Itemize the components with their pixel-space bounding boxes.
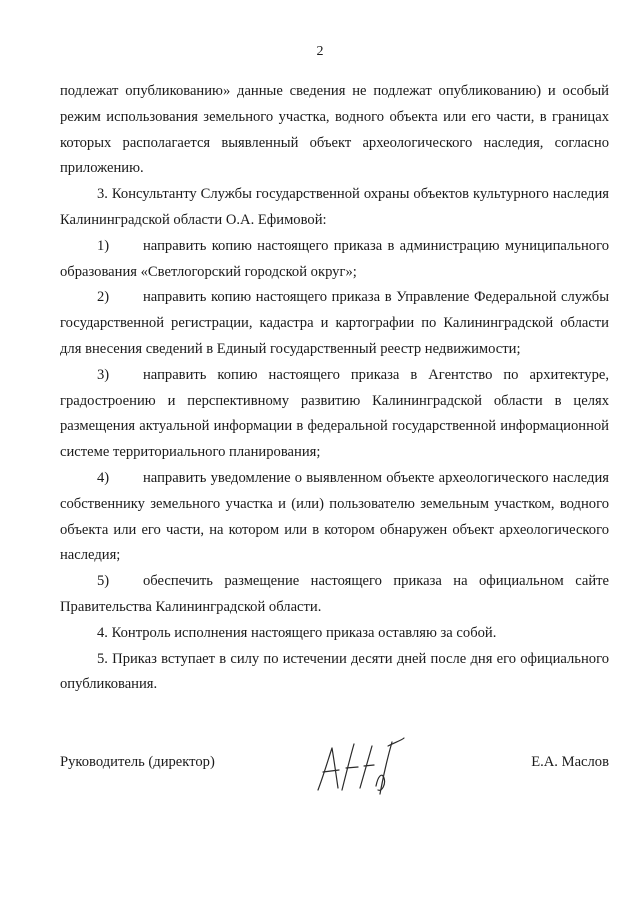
signature-block <box>60 748 609 782</box>
list-item-number: 1) <box>97 237 110 254</box>
paragraph-4: 4. Контроль исполнения настоящего приказа оставляю за собой. <box>97 624 497 641</box>
list-item-2 <box>60 285 609 362</box>
list-item-text: обеспечить размещение настоящего приказа на официальном сайте Правительства Калининградской области. <box>60 573 609 615</box>
list-item-text: направить уведомление о выявленном объекте археологического наследия собственнику земельного участка и (или) пользователю земельным участком, водного объекта или его части, на котором или в котором обнаружен объект археологического наследия; <box>60 469 609 564</box>
handwritten-signature <box>312 734 408 798</box>
paragraph-3: 3. Консультанту Службы государственной охраны объектов культурного наследия Калининградской области О.А. Ефимовой: <box>60 186 609 228</box>
list-item-5 <box>60 569 609 621</box>
list-item-number: 2) <box>97 289 110 306</box>
list-item-3 <box>60 363 609 466</box>
paragraph-5: 5. Приказ вступает в силу по истечении десяти дней после дня его официального опубликования. <box>60 650 609 693</box>
signatory-name: Е.А. Маслов <box>531 754 609 770</box>
list-item-1 <box>60 234 609 286</box>
document-body <box>60 79 609 698</box>
signatory-title: Руководитель (директор) <box>60 754 215 770</box>
list-item-4 <box>60 466 609 569</box>
paragraph-continuation: подлежат опубликованию» данные сведения не подлежат опубликованию) и особый режим использования земельного участка, водного объекта или его части, в границах которых располагается выявленный объект археологического наследия, согласно приложению. <box>60 83 609 177</box>
page-number: 2 <box>316 44 324 59</box>
list-item-text: направить копию настоящего приказа в Агентство по архитектуре, градостроению и перспективному развитию Калининградской области в целях размещения актуальной информации в федеральной государственной информационной системе территориального планирования; <box>60 366 609 461</box>
list-item-number: 3) <box>97 366 110 383</box>
list-item-number: 5) <box>97 573 110 590</box>
list-item-text: направить копию настоящего приказа в Управление Федеральной службы государственной регистрации, кадастра и картографии по Калининградской области для внесения сведений в Единый государственный реестр недвижимости; <box>60 289 609 357</box>
list-item-number: 4) <box>97 469 110 486</box>
list-item-text: направить копию настоящего приказа в администрацию муниципального образования «Светлогорский городской округ»; <box>60 237 609 280</box>
